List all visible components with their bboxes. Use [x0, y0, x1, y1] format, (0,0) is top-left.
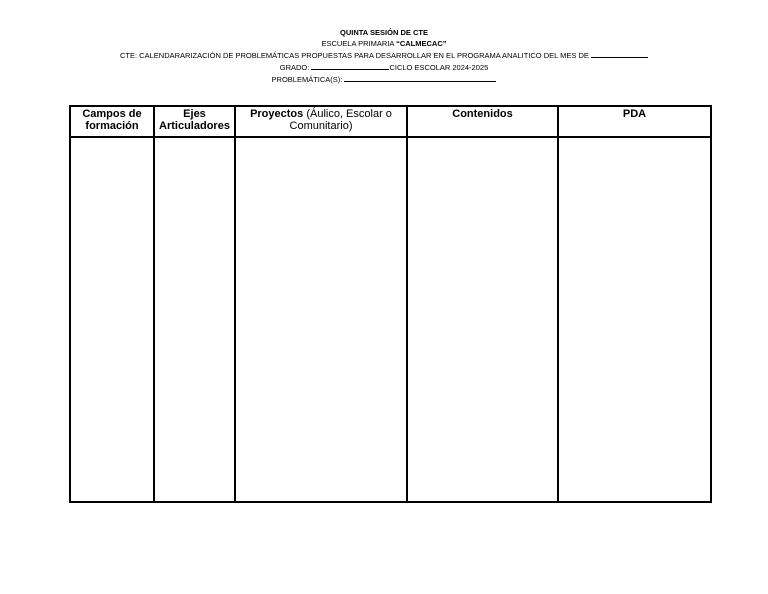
planning-table	[69, 105, 712, 503]
column-header-pda: PDA	[558, 106, 711, 137]
problematica-blank[interactable]	[344, 73, 496, 82]
grado-line	[0, 61, 768, 73]
cell-campos[interactable]	[70, 137, 154, 502]
column-header-contenidos: Contenidos	[407, 106, 558, 137]
table-row	[70, 137, 711, 502]
column-header-campos: Campos de formación	[70, 106, 154, 137]
grado-blank[interactable]	[311, 61, 389, 70]
cell-proyectos[interactable]	[235, 137, 407, 502]
month-blank[interactable]	[591, 49, 648, 58]
column-header-ejes: Ejes Articuladores	[154, 106, 235, 137]
cell-ejes[interactable]	[154, 137, 235, 502]
school-name: “CALMECAC”	[396, 39, 447, 48]
cell-contenidos[interactable]	[407, 137, 558, 502]
table-header-row	[70, 106, 711, 137]
ciclo-escolar: CICLO ESCOLAR 2024-2025	[389, 63, 489, 72]
school-prefix: ESCUELA PRIMARIA	[321, 39, 394, 48]
session-title: QUINTA SESIÓN DE CTE	[340, 28, 428, 37]
column-header-proyectos: Proyectos (Áulico, Escolar o Comunitario)	[235, 106, 407, 137]
school-line	[0, 38, 768, 49]
cte-line	[0, 49, 768, 61]
problematica-label: PROBLEMÁTICA(S):	[271, 75, 343, 84]
cte-text: CTE: CALENDARARIZACIÓN DE PROBLEMÁTICAS PROPUESTAS PARA DESARROLLAR EN EL PROGRAMA ANALITICO DEL MES DE	[120, 51, 589, 60]
grado-label: GRADO:	[279, 63, 310, 72]
document-header	[0, 27, 768, 85]
problematica-line	[0, 73, 768, 85]
cell-pda[interactable]	[558, 137, 711, 502]
